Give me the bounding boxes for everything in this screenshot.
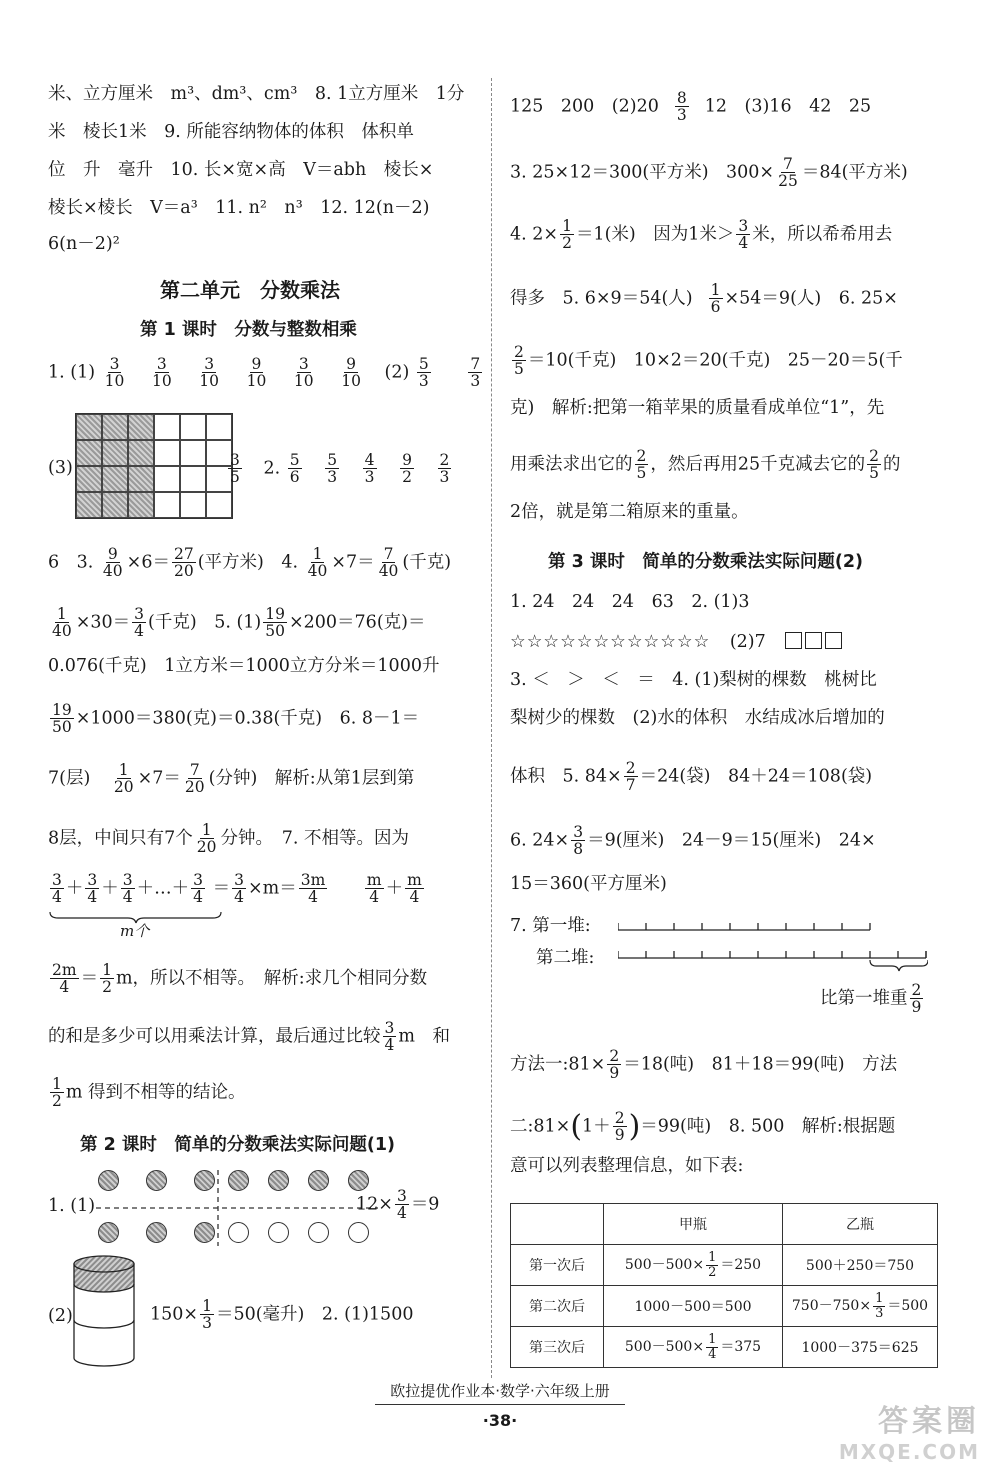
shaded-circle xyxy=(146,1222,167,1243)
text-span: ＝10(千克) 10×2＝20(千克) 25－20＝5(千 xyxy=(527,350,903,371)
answer-line-stars xyxy=(510,632,842,652)
dashed-line xyxy=(96,1206,378,1210)
empty-circle xyxy=(268,1222,289,1243)
fraction: $\frac{3}{10}$ xyxy=(151,355,172,391)
q1-3-label: (3) xyxy=(48,458,73,478)
answer-line xyxy=(48,1020,450,1054)
p2-q1-2-label: (2) xyxy=(48,1306,73,1326)
stars-row: ☆☆☆☆☆☆☆☆☆☆☆☆ xyxy=(510,632,711,652)
fraction: $\frac{9}{10}$ xyxy=(246,355,267,391)
table-cell: 500＋250＝750 xyxy=(783,1245,938,1286)
fraction: $\frac{1}{6}$ xyxy=(710,281,721,317)
fraction: $\frac{2}{9}$ xyxy=(911,981,922,1017)
text-span: ，然后再用25千克减去它的 xyxy=(650,454,866,475)
fraction: $\frac{7}{3}$ xyxy=(470,355,481,391)
text-span: 的 xyxy=(883,454,901,475)
text-span: 的和是多少可以用乘法计算，最后通过比较 xyxy=(48,1026,381,1047)
fraction: $\frac{5}{3}$ xyxy=(418,355,429,391)
text-line: 意可以列表整理信息，如下表: xyxy=(510,1156,744,1176)
answer-line xyxy=(48,606,425,640)
text-span: 1. (1) xyxy=(48,362,96,383)
fraction: $\frac{1}{4}$ xyxy=(708,1331,717,1362)
lesson-2-title: 第 2 课时 简单的分数乘法实际问题(1) xyxy=(80,1135,396,1155)
text-span: ＝ xyxy=(212,878,231,899)
table-row xyxy=(511,1245,938,1286)
answer-line xyxy=(510,344,903,378)
table-header-cell xyxy=(511,1204,604,1245)
text-span: ×54＝9(人) 6. 25× xyxy=(724,288,898,309)
text-span: ×6＝ xyxy=(126,552,170,573)
text-span: ＝24(袋) 84＋24＝108(袋) xyxy=(639,766,873,787)
fraction: $\frac{3}{4}$ xyxy=(52,871,62,907)
empty-circle xyxy=(308,1222,329,1243)
fraction: $\frac{3}{4}$ xyxy=(384,1019,395,1055)
unit-title: 第二单元 分数乘法 xyxy=(160,278,340,302)
answer-line-q1 xyxy=(48,356,484,390)
text-span: 12× xyxy=(356,1194,393,1215)
text-span: 7(层) xyxy=(48,768,91,789)
fraction: $\frac{2}{3}$ xyxy=(439,451,450,487)
answer-line xyxy=(48,962,427,996)
column-divider xyxy=(491,78,492,1378)
fraction: $\frac{1}{40}$ xyxy=(307,545,328,581)
text-line: 梨树少的棵数 (2)水的体积 水结成冰后增加的 xyxy=(510,708,885,728)
text-line: 3. ＜ ＞ ＜ ＝ 4. (1)梨树的棵数 桃树比 xyxy=(510,670,877,690)
table-row-label: 第一次后 xyxy=(511,1245,604,1286)
fraction: $\frac{19}{50}$ xyxy=(265,605,285,641)
fraction: $\frac{1}{3}$ xyxy=(875,1290,884,1321)
cylinder-figure xyxy=(72,1250,136,1370)
page-number: ·38· xyxy=(482,1411,518,1430)
answer-line xyxy=(48,702,419,736)
text-span: 比第一堆重 xyxy=(820,988,908,1009)
answer-line: 二:81×(1＋ $\frac{2}{9}$ )＝99(吨) 8. 500 解析:根据题 xyxy=(510,1108,896,1145)
answer-line-sum xyxy=(48,872,426,906)
text-line: 克) 解析:把第一箱苹果的质量看成单位“1”，先 xyxy=(510,398,885,418)
table-row xyxy=(511,1327,938,1368)
text-span: 12 (3)16 42 25 xyxy=(704,96,872,117)
answer-line xyxy=(510,1048,897,1082)
fraction: $\frac{1}{3}$ xyxy=(202,1297,212,1333)
fraction: $\frac{3}{5}$ xyxy=(230,451,240,487)
fraction: $\frac{2}{9}$ xyxy=(609,1047,620,1083)
fraction: $\frac{3}{10}$ xyxy=(199,355,219,391)
text-span: ＝99(吨) 8. 500 解析:根据题 xyxy=(640,1116,896,1137)
dashed-line-vertical xyxy=(216,1170,220,1246)
fraction: $\frac{8}{3}$ xyxy=(676,89,687,125)
text-span: (2) xyxy=(384,362,410,383)
text-span: (千克) xyxy=(402,552,452,573)
book-title: 欧拉提优作业本·数学·六年级上册 xyxy=(390,1382,610,1400)
text-span: ＝50(毫升) 2. (1)1500 xyxy=(215,1304,414,1325)
text-line: 15＝360(平方厘米) xyxy=(510,874,667,894)
text-span: ＝9(厘米) 24－9＝15(厘米) 24× xyxy=(587,830,876,851)
table-cell: 1000－375＝625 xyxy=(783,1327,938,1368)
text-line: 2倍，就是第二箱原来的重量。 xyxy=(510,502,749,522)
fraction: $\frac{4}{3}$ xyxy=(364,451,375,487)
answer-line xyxy=(510,824,876,858)
text-span: 2. xyxy=(263,458,281,479)
table-header-cell: 甲瓶 xyxy=(604,1204,783,1245)
answer-line xyxy=(510,760,872,794)
answer-line xyxy=(48,546,451,580)
fraction: $\frac{3}{4}$ xyxy=(396,1187,407,1223)
brace-label: m个 xyxy=(120,922,150,940)
text-line: 棱长×棱长 V＝a³ 11. n² n³ 12. 12(n－2) xyxy=(48,198,430,218)
fraction: $\frac{3}{8}$ xyxy=(573,823,584,859)
text-span: ＋ xyxy=(101,878,119,899)
p2-q1-label: 1. (1) xyxy=(48,1196,96,1216)
text-span: 二:81× xyxy=(510,1116,571,1137)
heavier-label xyxy=(820,982,925,1016)
table-row xyxy=(511,1286,938,1327)
text-span: 1＋ xyxy=(582,1116,611,1137)
fraction: $\frac{5}{3}$ xyxy=(327,451,338,487)
fraction: $\frac{2}{9}$ xyxy=(614,1109,625,1145)
fraction: $\frac{2}{5}$ xyxy=(636,447,647,483)
shaded-circle xyxy=(228,1170,249,1191)
text-span: ×200＝76(克)＝ xyxy=(288,612,426,633)
shaded-circle xyxy=(194,1222,215,1243)
fraction: $\frac{5}{6}$ xyxy=(289,451,300,487)
fraction: $\frac{27}{20}$ xyxy=(173,545,194,581)
text-line: 0.076(千克) 1立方米＝1000立方分米＝1000升 xyxy=(48,656,440,676)
text-span: ＝1(米) 因为1米＞ xyxy=(575,224,735,245)
shaded-grid-figure xyxy=(75,413,233,519)
text-span: 150× xyxy=(150,1304,199,1325)
segment-diagram xyxy=(618,920,928,972)
lesson-1-title: 第 1 课时 分数与整数相乘 xyxy=(140,320,357,340)
text-span: 答案圈 xyxy=(878,1404,980,1439)
text-span: MXQE.COM xyxy=(838,1440,980,1464)
text-span: 125 200 (2)20 xyxy=(510,96,659,117)
empty-box xyxy=(825,632,842,649)
text-span: (2)7 xyxy=(729,632,766,652)
table-cell: 750－750× $\frac{1}{3}$ ＝500 xyxy=(783,1286,938,1327)
text-span: ＝9 xyxy=(410,1194,440,1215)
text-span: ＋…＋ xyxy=(136,878,190,899)
fraction: $\frac{1}{20}$ xyxy=(196,821,217,857)
table-header-row xyxy=(511,1204,938,1245)
text-span: ×m＝ xyxy=(247,878,297,899)
text-span: ×30＝ xyxy=(75,612,131,633)
text-line: 米、立方厘米 m³、dm³、cm³ 8. 1立方厘米 1分 xyxy=(48,84,465,104)
text-span: 体积 5. 84× xyxy=(510,766,622,787)
fraction: $\frac{1}{2}$ xyxy=(52,1075,62,1111)
table-row-label: 第二次后 xyxy=(511,1286,604,1327)
fraction: $\frac{3}{4}$ xyxy=(122,871,133,907)
text-span: ×7＝ xyxy=(137,768,181,789)
shaded-circle xyxy=(98,1170,119,1191)
text-span: (千克) 5. (1) xyxy=(148,612,262,633)
fraction: $\frac{m}{4}$ xyxy=(366,871,382,907)
text-span: ＝ xyxy=(80,968,99,989)
fraction: $\frac{3}{10}$ xyxy=(104,355,125,391)
empty-box xyxy=(805,632,822,649)
answer-line xyxy=(510,218,892,252)
table-row-label: 第三次后 xyxy=(511,1327,604,1368)
fraction: $\frac{9}{10}$ xyxy=(341,355,361,391)
shaded-circle xyxy=(146,1170,167,1191)
watermark-logo xyxy=(780,1396,980,1464)
answer-line xyxy=(356,1188,439,1222)
text-span: 6 3. xyxy=(48,552,94,573)
shaded-circle xyxy=(98,1222,119,1243)
text-line: 米 棱长1米 9. 所能容纳物体的体积 体积单 xyxy=(48,122,414,142)
text-span: ＋ xyxy=(385,878,404,899)
fraction: $\frac{m}{4}$ xyxy=(407,871,422,907)
answer-line xyxy=(150,1298,413,1332)
text-span: m 得到不相等的结论。 xyxy=(65,1082,246,1103)
fraction: $\frac{1}{2}$ xyxy=(562,217,572,253)
answer-line xyxy=(510,448,901,482)
text-line: 1. 24 24 24 63 2. (1)3 xyxy=(510,592,750,612)
fraction: $\frac{3}{4}$ xyxy=(193,871,203,907)
pile-1-label: 7. 第一堆: xyxy=(510,916,591,936)
table-cell: 500－500× $\frac{1}{4}$ ＝375 xyxy=(604,1327,783,1368)
fraction: $\frac{2}{7}$ xyxy=(625,759,636,795)
text-span: m 和 xyxy=(398,1026,450,1047)
table-cell: 500－500× $\frac{1}{2}$ ＝250 xyxy=(604,1245,783,1286)
pile-2-label: 第二堆: xyxy=(536,948,595,968)
text-span: 3. 25×12＝300(平方米) 300× xyxy=(510,162,775,183)
text-span: 4. 2× xyxy=(510,224,559,245)
shaded-circle xyxy=(308,1170,329,1191)
answer-line xyxy=(48,762,414,796)
fraction: $\frac{2}{5}$ xyxy=(869,447,880,483)
fraction: $\frac{2}{5}$ xyxy=(514,343,524,379)
fraction: $\frac{3m}{4}$ xyxy=(300,871,326,907)
text-span: 分钟。 7. 不相等。因为 xyxy=(220,828,410,849)
fraction: $\frac{1}{2}$ xyxy=(102,961,112,997)
text-span: 用乘法求出它的 xyxy=(510,454,633,475)
fraction: $\frac{3}{4}$ xyxy=(87,871,98,907)
fraction: $\frac{9}{2}$ xyxy=(402,451,412,487)
text-span: 得多 5. 6×9＝54(人) xyxy=(510,288,693,309)
fraction: $\frac{19}{50}$ xyxy=(52,701,72,737)
text-line: 6(n－2)² xyxy=(48,234,120,254)
fraction: $\frac{3}{4}$ xyxy=(738,217,749,253)
text-span: 6. 24× xyxy=(510,830,570,851)
table-cell: 1000－500＝500 xyxy=(604,1286,783,1327)
fraction: $\frac{1}{2}$ xyxy=(708,1249,717,1280)
info-table xyxy=(510,1203,938,1368)
empty-box xyxy=(785,632,802,649)
answer-line-q2 xyxy=(226,452,453,486)
answer-line xyxy=(510,282,898,316)
text-span: ＝18(吨) 81＋18＝99(吨) 方法 xyxy=(623,1054,898,1075)
shaded-circle xyxy=(268,1170,289,1191)
fraction: $\frac{2m}{4}$ xyxy=(52,961,77,997)
answer-line xyxy=(48,822,409,856)
text-span: 米，所以希希用去 xyxy=(752,224,893,245)
answer-line xyxy=(48,1076,246,1110)
empty-circle xyxy=(348,1222,369,1243)
fraction: $\frac{7}{25}$ xyxy=(778,155,798,191)
text-span: ×7＝ xyxy=(331,552,375,573)
fraction: $\frac{3}{4}$ xyxy=(234,871,244,907)
shaded-circle xyxy=(194,1170,215,1191)
fraction: $\frac{3}{10}$ xyxy=(293,355,314,391)
text-span: 方法一:81× xyxy=(510,1054,606,1075)
answer-line xyxy=(510,90,871,124)
answer-line xyxy=(510,156,908,190)
fraction: $\frac{1}{40}$ xyxy=(52,605,72,641)
text-span: (平方米) 4. xyxy=(197,552,299,573)
text-span: ＋ xyxy=(65,878,84,899)
empty-circle xyxy=(228,1222,249,1243)
table-header-cell: 乙瓶 xyxy=(783,1204,938,1245)
lesson-3-title: 第 3 课时 简单的分数乘法实际问题(2) xyxy=(548,552,864,572)
fraction: $\frac{3}{4}$ xyxy=(134,605,145,641)
fraction: $\frac{7}{40}$ xyxy=(378,545,399,581)
text-span: ×1000＝380(克)＝0.38(千克) 6. 8－1＝ xyxy=(75,708,420,729)
text-span: ＝84(平方米) xyxy=(801,162,908,183)
fraction: $\frac{9}{40}$ xyxy=(102,545,123,581)
text-span: m，所以不相等。 解析:求几个相同分数 xyxy=(115,968,428,989)
fraction: $\frac{1}{20}$ xyxy=(113,761,134,797)
text-span: (分钟) 解析:从第1层到第 xyxy=(208,768,415,789)
fraction: $\frac{7}{20}$ xyxy=(184,761,205,797)
text-span: 8层，中间只有7个 xyxy=(48,828,193,849)
text-line: 位 升 毫升 10. 长×宽×高 V＝abh 棱长× xyxy=(48,160,434,180)
